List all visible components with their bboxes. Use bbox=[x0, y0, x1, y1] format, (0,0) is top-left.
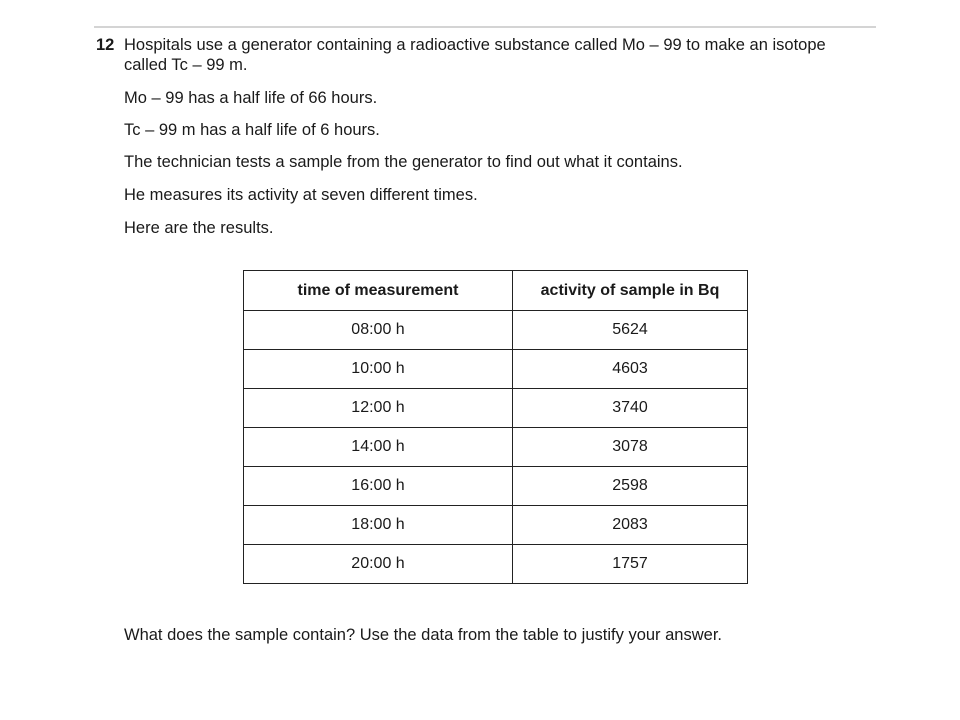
activity-cell: 3078 bbox=[513, 428, 748, 467]
table-row bbox=[244, 545, 748, 584]
results-intro-text: Here are the results. bbox=[124, 219, 274, 237]
technician-test-text: The technician tests a sample from the generator to find out what it contains. bbox=[124, 153, 683, 171]
time-cell: 08:00 h bbox=[244, 311, 513, 350]
table-row bbox=[244, 389, 748, 428]
activity-cell: 1757 bbox=[513, 545, 748, 584]
activity-cell: 3740 bbox=[513, 389, 748, 428]
top-divider bbox=[94, 26, 876, 28]
activity-cell: 2083 bbox=[513, 506, 748, 545]
intro-text-line-1: Hospitals use a generator containing a radioactive substance called Mo – 99 to make an isotope bbox=[124, 36, 826, 54]
tc-half-life-text: Tc – 99 m has a half life of 6 hours. bbox=[124, 121, 380, 139]
activity-cell: 5624 bbox=[513, 311, 748, 350]
question-number: 12 bbox=[96, 36, 115, 54]
time-cell: 18:00 h bbox=[244, 506, 513, 545]
header-time: time of measurement bbox=[244, 271, 513, 311]
table-row bbox=[244, 428, 748, 467]
table-row bbox=[244, 506, 748, 545]
header-activity: activity of sample in Bq bbox=[513, 271, 748, 311]
table-row bbox=[244, 350, 748, 389]
time-cell: 10:00 h bbox=[244, 350, 513, 389]
intro-text-line-2: called Tc – 99 m. bbox=[124, 56, 248, 74]
measurements-text: He measures its activity at seven different times. bbox=[124, 186, 478, 204]
table-header-row bbox=[244, 271, 748, 311]
question-prompt: What does the sample contain? Use the data from the table to justify your answer. bbox=[124, 626, 722, 644]
time-cell: 12:00 h bbox=[244, 389, 513, 428]
time-cell: 20:00 h bbox=[244, 545, 513, 584]
time-cell: 16:00 h bbox=[244, 467, 513, 506]
mo-half-life-text: Mo – 99 has a half life of 66 hours. bbox=[124, 89, 378, 107]
activity-cell: 2598 bbox=[513, 467, 748, 506]
table-row bbox=[244, 467, 748, 506]
table-row bbox=[244, 311, 748, 350]
results-table bbox=[243, 270, 748, 584]
activity-cell: 4603 bbox=[513, 350, 748, 389]
time-cell: 14:00 h bbox=[244, 428, 513, 467]
